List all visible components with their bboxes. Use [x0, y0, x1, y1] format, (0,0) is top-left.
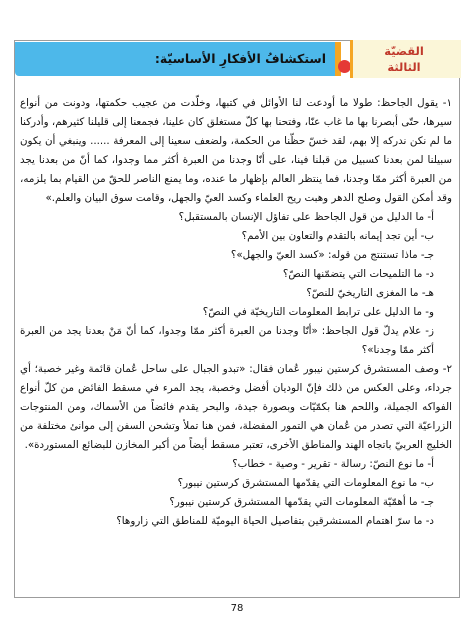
passage-2: ٢- وصف المستشرق كرستين نيبور عُمان فقال: «تبدو الجبال على ساحل عُمان قائمة وغير خصبة؛ أي جرداء، وعلى العكس من ذلك فإنّ الوديان أفضل وخصبة، يجد المرء في مسقط الفائض من كلّ أنواع الفواكه الجميلة، واللحم هنا بكمّيّات وبصورة جيدة، والبحر يقدم فائضاً من الأسماك، ومن المنتوجات الزراعيّة التي تصدر من عُمان هي التمور المفضلة، فمن هنا تملأ وتشحن السفن إلى موانئ مختلفة من الخليج العربيّ باتجاه الهند والمناطق الأخرى، تعتبر مسقط أيضاً من أكبر المخازن للبضائع المستوردة».	[20, 363, 452, 451]
body-text	[20, 94, 452, 531]
question-1d: د- ما التلميحات التي يتضمّنها النصّ؟	[282, 268, 434, 280]
question-2a: أ- ما نوع النصّ: رسالة - تقرير - وصية - خطاب؟	[232, 458, 434, 470]
passage-1: ١- يقول الجاحظ: طولا ما أودعت لنا الأوائل في كتبها، وخلّدت من عجيب حكمتها، ودونت من أنواع سيرها، حتّى أبصرنا بها ما غاب عنّا، وفتحنا بها كلّ مستغلق كان علينا، فجمعنا إلى قليلنا كثيرهم، وأدركنا ما لم نكن ندركه إلا بهم، لقد خسّ حظّنا من الحكمة، ولضعف سعينا إلى المعرفة ...... وينبغي أن يكون سبيلنا لمن بعدنا كسبيل من قبلنا فينا، على أنّا وجدنا من العبرة أكثر مما وجدوا، كما أنّ من بعدنا يجد من العبرة أكثر ممّا وجدنا، فما ينتظر العالم بإظهار ما عنده، وما يمنع الناصر للحقّ من القيام بما يلزمه، وقد أمكن القول وصلح الدهر وهبت ريح العلماء وكسد العيّ والجهل، وقامت سوق البيان والعلم.»	[20, 97, 452, 204]
issue-label-line2: الثالثة	[387, 60, 421, 74]
question-1b: ب- أين تجد إيمانه بالتقدم والتعاون بين الأمم؟	[241, 230, 434, 242]
issue-label-line1: القضيّة	[384, 44, 424, 58]
section-title: استكشافُ الأفكارِ الأساسيّة:	[154, 51, 326, 66]
page-number: 78	[230, 603, 244, 614]
question-2d: د- ما سرّ اهتمام المستشرقين بتفاصيل الحياة اليوميّة للمناطق التي زاروها؟	[116, 515, 434, 527]
question-1g: ز- علام يدلّ قول الجاحظ: «أنّا وجدنا من العبرة أكثر ممّا وجدوا، كما أنّ مَنْ بعدنا يجد من العبرة أكثر ممّا وجدنا»؟	[20, 325, 434, 356]
question-1f: و- ما الدليل على ترابط المعلومات التاريخيّة في النصّ؟	[202, 306, 434, 318]
question-2b: ب- ما نوع المعلومات التي يقدّمها المستشرق كرستين نيبور؟	[177, 477, 434, 489]
question-1a: أ- ما الدليل من قول الجاحظ على تفاؤل الإنسان بالمستقبل؟	[178, 211, 434, 223]
question-1e: هـ- ما المغزى التاريخيّ للنصّ؟	[306, 287, 434, 299]
question-1c: جـ- ماذا تستنتج من قوله: «كسد العيّ والجهل»؟	[230, 249, 434, 261]
question-2c: جـ- ما أهمّيّة المعلومات التي يقدّمها المستشرق كرستين نيبور؟	[169, 496, 434, 508]
